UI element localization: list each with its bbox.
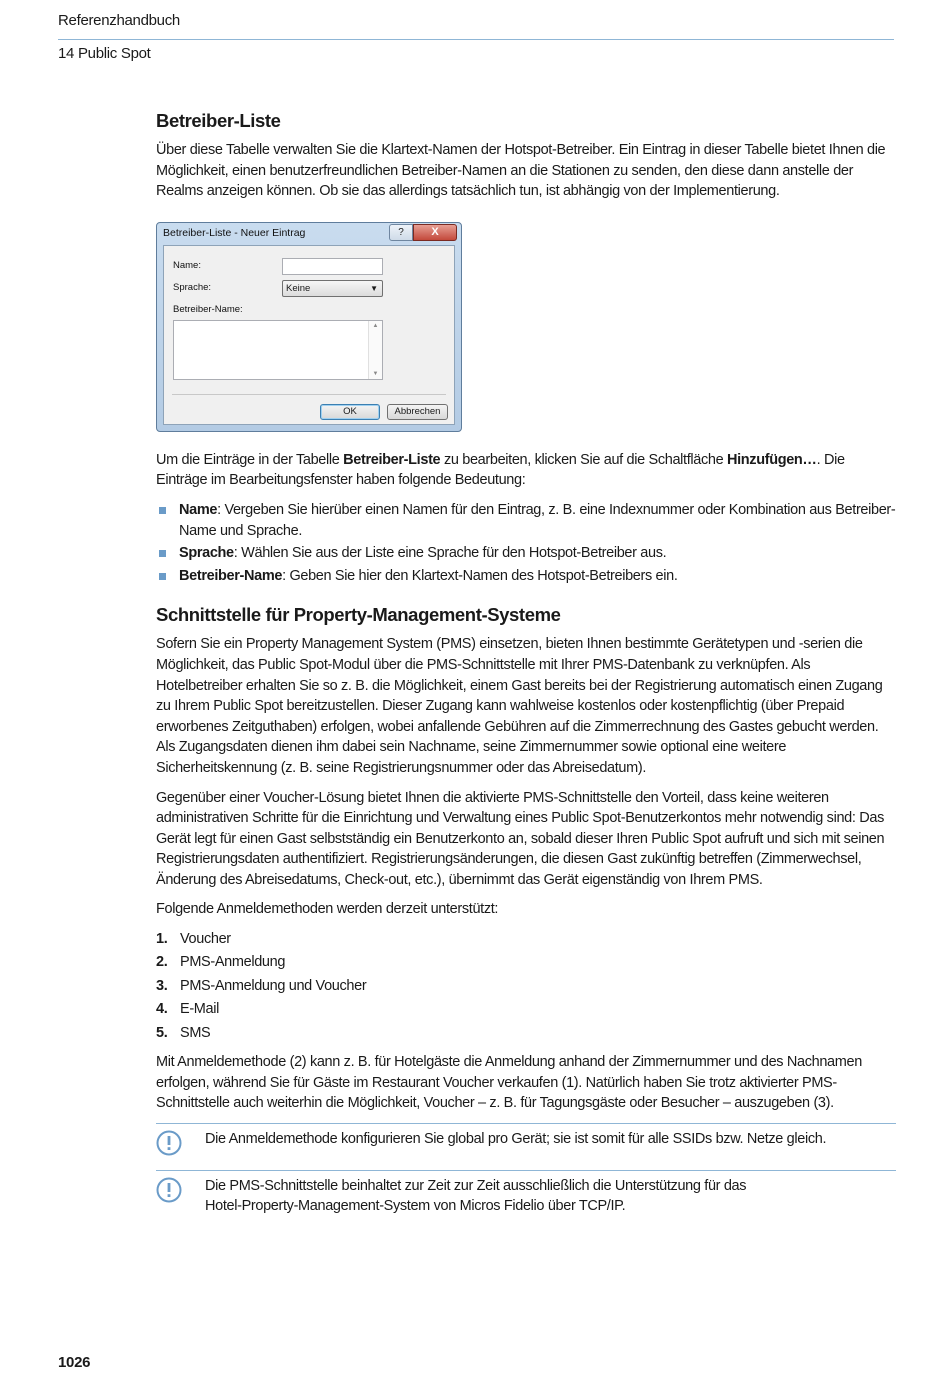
betreiber-name-textarea[interactable] (173, 320, 383, 380)
paragraph-edit-instructions (156, 450, 896, 491)
help-icon[interactable]: ? (389, 224, 413, 241)
dialog-title: Betreiber-Liste - Neuer Eintrag (163, 226, 306, 239)
square-bullet (159, 550, 166, 557)
chevron-down-icon: ▼ (370, 283, 378, 293)
text-run: Um die Einträge in der Tabelle (156, 451, 344, 468)
page-number: 1026 (58, 1354, 91, 1371)
list-item (156, 929, 896, 950)
note-line: Hotel-Property-Management-System von Micros Fidelio über TCP/IP. (205, 1198, 626, 1215)
text-run: zu bearbeiten, klicken Sie auf die Schaltfläche (440, 451, 727, 468)
section-heading-betreiber-liste: Betreiber-Liste (156, 110, 281, 131)
sprache-label: Sprache: (173, 281, 212, 293)
field-description: : Vergeben Sie hierüber einen Namen für den Eintrag, z. B. eine Indexnummer oder Kombination aus Betreiber-Name und Sprache. (179, 501, 896, 539)
paragraph-betreiber-intro: Über diese Tabelle verwalten Sie die Klartext-Namen der Hotspot-Betreiber. Ein Eintrag in dieser Tabelle bietet Ihnen die Möglichkeit, einen benutzerfreundlichen Betreiber-Namen an die Stationen zu senden, den diese dann anstelle der Realms anzeigen können. Ob sie das allerdings tatsächlich tun, ist abhängig von der Implementierung. (156, 142, 886, 200)
info-exclamation-icon (156, 1177, 182, 1203)
running-header-book: Referenzhandbuch (58, 12, 180, 29)
list-item (156, 543, 896, 564)
square-bullet (159, 573, 166, 580)
text-run: . Die Einträge im Bearbeitungsfenster haben folgende Bedeutung: (156, 451, 845, 489)
section-heading-pms: Schnittstelle für Property-Management-Systeme (156, 604, 561, 626)
field-term: Sprache (179, 545, 234, 562)
paragraph-methods-intro: Folgende Anmeldemethoden werden derzeit unterstützt: (156, 901, 499, 918)
method-label: PMS-Anmeldung und Voucher (180, 977, 367, 994)
ok-button[interactable]: OK (320, 404, 380, 420)
dialog-titlebar-buttons (389, 224, 457, 241)
note-box (156, 1170, 896, 1227)
name-label: Name: (173, 259, 201, 271)
list-number: 2. (156, 954, 168, 971)
info-exclamation-icon (156, 1130, 182, 1156)
method-label: PMS-Anmeldung (180, 954, 286, 971)
method-label: E-Mail (180, 1001, 219, 1018)
field-description: : Wählen Sie aus der Liste eine Sprache für den Hotspot-Betreiber aus. (233, 545, 667, 562)
running-header-chapter: 14 Public Spot (58, 45, 151, 62)
scroll-down-icon[interactable]: ▼ (372, 370, 379, 377)
close-icon[interactable]: X (413, 224, 457, 241)
dialog-screenshot (156, 222, 896, 432)
list-item (156, 566, 896, 587)
note-box (156, 1123, 896, 1160)
textarea-scrollbar[interactable] (368, 321, 382, 379)
field-term: Betreiber-Name (179, 567, 283, 584)
dialog-body (163, 245, 455, 425)
page-content (156, 110, 896, 1227)
cancel-button[interactable]: Abbrechen (387, 404, 448, 420)
list-item (156, 999, 896, 1020)
sprache-select[interactable] (282, 280, 383, 297)
square-bullet (159, 507, 166, 514)
list-number: 5. (156, 1024, 168, 1041)
dialog-window (156, 222, 462, 432)
ui-term-betreiber-liste: Betreiber-Liste (343, 451, 441, 468)
note-text: Die Anmeldemethode konfigurieren Sie global pro Gerät; sie ist somit für alle SSIDs bzw. Netze gleich. (205, 1131, 827, 1147)
name-input[interactable] (282, 258, 383, 275)
method-label: SMS (180, 1024, 211, 1041)
login-methods-list (156, 929, 896, 1043)
note-line: Die PMS-Schnittstelle beinhaltet zur Zeit zur Zeit ausschließlich die Unterstützung für das (205, 1177, 747, 1194)
list-number: 3. (156, 977, 168, 994)
header-divider (58, 39, 894, 40)
method-label: Voucher (180, 931, 231, 948)
paragraph-methods-example: Mit Anmeldemethode (2) kann z. B. für Hotelgäste die Anmeldung anhand der Zimmernummer und des Nachnamen erfolgen, während Sie für Gäste im Restaurant Voucher verkaufen (1). Natürlich haben Sie trotz aktivierter PMS-Schnittstelle auch weiterhin die Möglichkeit, Voucher – z. B. für Tagungsgäste oder Besucher – auszugeben (3). (156, 1054, 862, 1112)
dialog-separator (172, 394, 446, 395)
ui-term-hinzufuegen: Hinzufügen… (727, 451, 817, 468)
list-number: 4. (156, 1001, 168, 1018)
note-text (205, 1176, 896, 1217)
list-number: 1. (156, 931, 168, 948)
paragraph-pms-intro: Sofern Sie ein Property Management System (PMS) einsetzen, bieten Ihnen bestimmte Gerätetypen und -serien die Möglichkeit, das Public Spot-Modul über die PMS-Schnittstelle mit Ihrer PMS-Datenbank zu verknüpfen. Als Hotelbetreiber erhalten Sie so z. B. die Möglichkeit, einem Gast bereits bei der Registrierung automatisch einen Zugang zu Ihrem Public Spot bereitzustellen. Dieser Zugang kann wahlweise kostenlos oder kostenpflichtig (über Prepaid erworbenes Zeitguthaben) erfolgen, wobei anfallende Gebühren auf die Zimmerrechnung des Gastes gebucht werden. Als Zugangsdaten dienen ihm dabei sein Nachname, seine Zimmernummer sowie optional eine weitere Sicherheitskennung (z. B. seine Registrierungsnummer oder das Abreisedatum). (156, 636, 883, 776)
betreiber-name-label: Betreiber-Name: (173, 303, 243, 315)
field-description: : Geben Sie hier den Klartext-Namen des Hotspot-Betreibers ein. (282, 567, 678, 584)
list-item (156, 1023, 896, 1044)
sprache-select-value: Keine (286, 282, 311, 294)
field-description-list (156, 500, 896, 586)
field-term: Name (179, 501, 218, 518)
scroll-up-icon[interactable]: ▲ (372, 322, 379, 329)
list-item (156, 952, 896, 973)
list-item (156, 500, 896, 541)
list-item (156, 976, 896, 997)
paragraph-pms-advantage: Gegenüber einer Voucher-Lösung bietet Ihnen die aktivierte PMS-Schnittstelle den Vorteil, dass keine weiteren administrativen Schritte für die Einrichtung und Verwaltung eines Public Spot-Benutzerkontos mehr notwendig sind: Das Gerät legt für einen Gast selbstständig ein Benutzerkonto an, sobald dieser Ihren Public Spot aufruft und sich mit seinen Registrierungsdaten authentifiziert. Registrierungsänderungen, die diesen Gast zukünftig betreffen (Zimmerwechsel, Änderung des Abreisedatums, Check-out, etc.), übernimmt das Gerät eigenständig von Ihrem PMS. (156, 789, 885, 888)
